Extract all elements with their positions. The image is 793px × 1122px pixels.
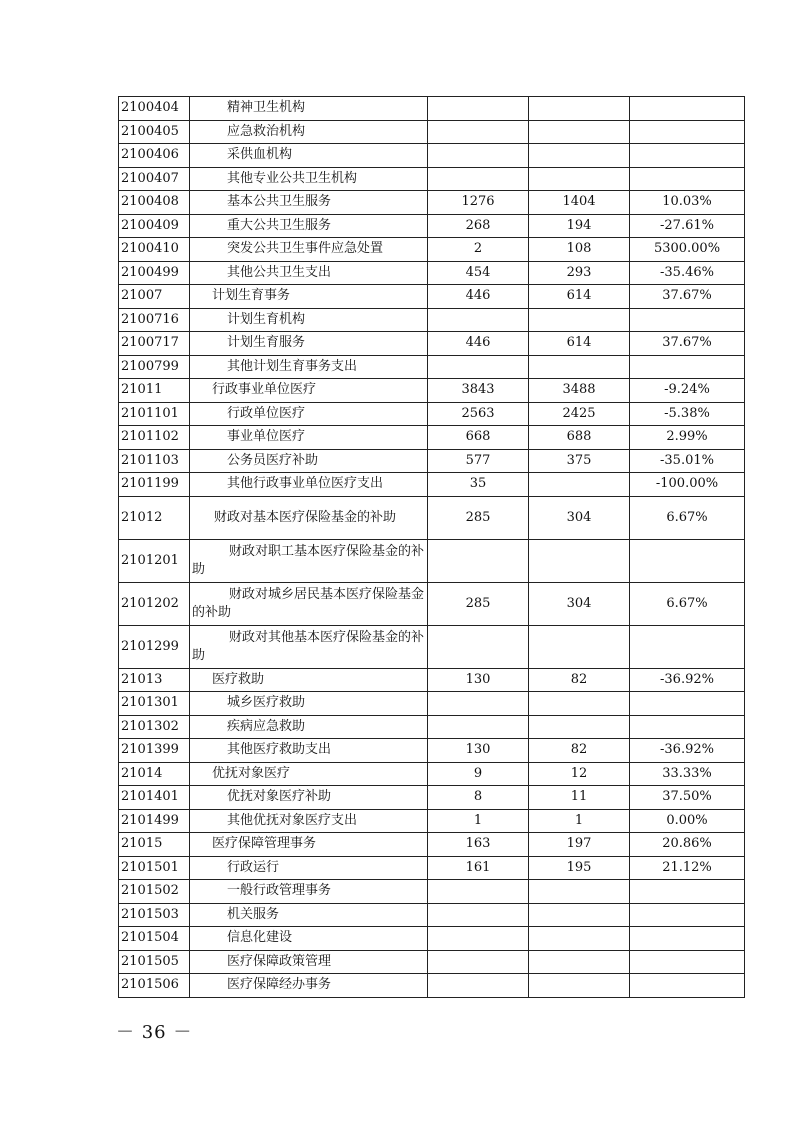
row-name: 医疗救助 bbox=[190, 668, 428, 692]
table-row bbox=[119, 120, 745, 144]
row-change-pct: -35.46% bbox=[630, 261, 745, 285]
table-row bbox=[119, 903, 745, 927]
row-code: 2100409 bbox=[119, 214, 190, 238]
row-code: 2100799 bbox=[119, 355, 190, 379]
row-code: 21011 bbox=[119, 379, 190, 403]
row-change-pct bbox=[630, 903, 745, 927]
row-name: 其他公共卫生支出 bbox=[190, 261, 428, 285]
row-code: 2100499 bbox=[119, 261, 190, 285]
row-name: 事业单位医疗 bbox=[190, 426, 428, 450]
row-value-1: 35 bbox=[428, 473, 529, 497]
table-row bbox=[119, 833, 745, 857]
row-value-1 bbox=[428, 120, 529, 144]
row-change-pct: -100.00% bbox=[630, 473, 745, 497]
row-code: 2100410 bbox=[119, 238, 190, 262]
row-value-2: 3488 bbox=[529, 379, 630, 403]
row-name: 优抚对象医疗补助 bbox=[190, 786, 428, 810]
row-change-pct: -36.92% bbox=[630, 739, 745, 763]
row-name: 财政对基本医疗保险基金的补助 bbox=[190, 496, 428, 539]
page-number: － 36 － bbox=[116, 1022, 193, 1043]
row-value-1: 268 bbox=[428, 214, 529, 238]
row-change-pct: 6.67% bbox=[630, 496, 745, 539]
row-value-1 bbox=[428, 950, 529, 974]
row-name: 医疗保障管理事务 bbox=[190, 833, 428, 857]
row-change-pct bbox=[630, 715, 745, 739]
row-name: 疾病应急救助 bbox=[190, 715, 428, 739]
row-code: 2101299 bbox=[119, 625, 190, 668]
row-name: 行政运行 bbox=[190, 856, 428, 880]
row-name: 应急救治机构 bbox=[190, 120, 428, 144]
row-value-2 bbox=[529, 692, 630, 716]
table-row bbox=[119, 625, 745, 668]
row-value-1 bbox=[428, 715, 529, 739]
row-value-2: 1404 bbox=[529, 191, 630, 215]
row-name: 计划生育事务 bbox=[190, 285, 428, 309]
table-row bbox=[119, 261, 745, 285]
table-row bbox=[119, 880, 745, 904]
row-code: 2100717 bbox=[119, 332, 190, 356]
table-row bbox=[119, 473, 745, 497]
table-row bbox=[119, 809, 745, 833]
row-name: 计划生育机构 bbox=[190, 308, 428, 332]
table-row bbox=[119, 379, 745, 403]
row-change-pct: 21.12% bbox=[630, 856, 745, 880]
table-row bbox=[119, 144, 745, 168]
row-name: 基本公共卫生服务 bbox=[190, 191, 428, 215]
row-value-1: 2 bbox=[428, 238, 529, 262]
row-value-2: 108 bbox=[529, 238, 630, 262]
row-code: 2100716 bbox=[119, 308, 190, 332]
row-name: 医疗保障经办事务 bbox=[190, 974, 428, 998]
row-value-1 bbox=[428, 974, 529, 998]
row-value-1 bbox=[428, 144, 529, 168]
row-change-pct: 5300.00% bbox=[630, 238, 745, 262]
row-value-1: 8 bbox=[428, 786, 529, 810]
row-code: 2101401 bbox=[119, 786, 190, 810]
row-value-1: 446 bbox=[428, 332, 529, 356]
row-name: 城乡医疗救助 bbox=[190, 692, 428, 716]
row-code: 2101399 bbox=[119, 739, 190, 763]
row-code: 2100404 bbox=[119, 97, 190, 121]
row-code: 2100408 bbox=[119, 191, 190, 215]
row-name: 精神卫生机构 bbox=[190, 97, 428, 121]
row-value-1: 9 bbox=[428, 762, 529, 786]
row-value-2 bbox=[529, 473, 630, 497]
row-value-2 bbox=[529, 97, 630, 121]
row-change-pct bbox=[630, 355, 745, 379]
row-name: 医疗保障政策管理 bbox=[190, 950, 428, 974]
row-value-1 bbox=[428, 927, 529, 951]
row-code: 2101301 bbox=[119, 692, 190, 716]
row-code: 2101102 bbox=[119, 426, 190, 450]
row-code: 2100407 bbox=[119, 167, 190, 191]
row-value-2: 375 bbox=[529, 449, 630, 473]
row-value-2: 1 bbox=[529, 809, 630, 833]
row-value-2 bbox=[529, 950, 630, 974]
row-name: 其他计划生育事务支出 bbox=[190, 355, 428, 379]
budget-table bbox=[118, 96, 745, 998]
row-value-2: 82 bbox=[529, 668, 630, 692]
row-change-pct: 37.67% bbox=[630, 285, 745, 309]
table-row bbox=[119, 285, 745, 309]
row-change-pct bbox=[630, 950, 745, 974]
table-row bbox=[119, 950, 745, 974]
row-change-pct bbox=[630, 120, 745, 144]
row-code: 2101501 bbox=[119, 856, 190, 880]
row-code: 21012 bbox=[119, 496, 190, 539]
table-row bbox=[119, 214, 745, 238]
row-value-2: 304 bbox=[529, 582, 630, 625]
row-code: 2101202 bbox=[119, 582, 190, 625]
row-value-1: 3843 bbox=[428, 379, 529, 403]
row-code: 2101302 bbox=[119, 715, 190, 739]
table-row bbox=[119, 355, 745, 379]
row-value-2 bbox=[529, 974, 630, 998]
row-value-1: 130 bbox=[428, 668, 529, 692]
row-name: 其他优抚对象医疗支出 bbox=[190, 809, 428, 833]
row-value-2 bbox=[529, 903, 630, 927]
row-value-2 bbox=[529, 144, 630, 168]
row-name: 信息化建设 bbox=[190, 927, 428, 951]
table-row bbox=[119, 692, 745, 716]
row-value-1 bbox=[428, 903, 529, 927]
row-value-1 bbox=[428, 692, 529, 716]
table-row bbox=[119, 974, 745, 998]
table-row bbox=[119, 449, 745, 473]
row-value-2: 194 bbox=[529, 214, 630, 238]
row-code: 2100406 bbox=[119, 144, 190, 168]
row-change-pct bbox=[630, 539, 745, 582]
row-value-1: 454 bbox=[428, 261, 529, 285]
row-value-2 bbox=[529, 167, 630, 191]
row-value-2 bbox=[529, 308, 630, 332]
table-row bbox=[119, 927, 745, 951]
row-code: 21015 bbox=[119, 833, 190, 857]
row-code: 21013 bbox=[119, 668, 190, 692]
row-code: 2101499 bbox=[119, 809, 190, 833]
row-value-1: 285 bbox=[428, 496, 529, 539]
table-row bbox=[119, 762, 745, 786]
row-value-1 bbox=[428, 97, 529, 121]
row-change-pct bbox=[630, 692, 745, 716]
row-change-pct bbox=[630, 167, 745, 191]
row-code: 2101505 bbox=[119, 950, 190, 974]
row-value-1 bbox=[428, 625, 529, 668]
row-code: 2101504 bbox=[119, 927, 190, 951]
row-change-pct bbox=[630, 144, 745, 168]
row-name: 机关服务 bbox=[190, 903, 428, 927]
row-name: 其他行政事业单位医疗支出 bbox=[190, 473, 428, 497]
row-name: 行政事业单位医疗 bbox=[190, 379, 428, 403]
table-row bbox=[119, 426, 745, 450]
row-code: 21007 bbox=[119, 285, 190, 309]
row-value-2: 304 bbox=[529, 496, 630, 539]
row-value-2: 293 bbox=[529, 261, 630, 285]
row-value-2 bbox=[529, 120, 630, 144]
row-value-2: 12 bbox=[529, 762, 630, 786]
row-change-pct: 2.99% bbox=[630, 426, 745, 450]
row-change-pct: 33.33% bbox=[630, 762, 745, 786]
row-code: 2101199 bbox=[119, 473, 190, 497]
row-name: 行政单位医疗 bbox=[190, 402, 428, 426]
row-value-2: 195 bbox=[529, 856, 630, 880]
table-row bbox=[119, 238, 745, 262]
table-row bbox=[119, 97, 745, 121]
row-value-2: 614 bbox=[529, 285, 630, 309]
row-value-1: 285 bbox=[428, 582, 529, 625]
row-code: 2101201 bbox=[119, 539, 190, 582]
row-name: 财政对职工基本医疗保险基金的补助 bbox=[190, 539, 428, 582]
row-value-2: 11 bbox=[529, 786, 630, 810]
row-value-2 bbox=[529, 539, 630, 582]
row-change-pct: 20.86% bbox=[630, 833, 745, 857]
row-code: 2101506 bbox=[119, 974, 190, 998]
row-change-pct: 6.67% bbox=[630, 582, 745, 625]
table-row bbox=[119, 668, 745, 692]
table-body bbox=[119, 97, 745, 998]
row-change-pct bbox=[630, 880, 745, 904]
table-row bbox=[119, 539, 745, 582]
row-value-2: 197 bbox=[529, 833, 630, 857]
row-name: 采供血机构 bbox=[190, 144, 428, 168]
row-change-pct: -35.01% bbox=[630, 449, 745, 473]
row-value-1: 2563 bbox=[428, 402, 529, 426]
row-value-1: 161 bbox=[428, 856, 529, 880]
row-change-pct: 0.00% bbox=[630, 809, 745, 833]
row-value-1: 668 bbox=[428, 426, 529, 450]
table-row bbox=[119, 191, 745, 215]
row-value-1: 577 bbox=[428, 449, 529, 473]
table-row bbox=[119, 308, 745, 332]
row-change-pct: -36.92% bbox=[630, 668, 745, 692]
row-change-pct: -5.38% bbox=[630, 402, 745, 426]
row-value-1: 1276 bbox=[428, 191, 529, 215]
row-change-pct: 37.50% bbox=[630, 786, 745, 810]
row-change-pct bbox=[630, 927, 745, 951]
table-row bbox=[119, 402, 745, 426]
table-row bbox=[119, 739, 745, 763]
row-value-1 bbox=[428, 539, 529, 582]
table-row bbox=[119, 167, 745, 191]
row-value-2: 614 bbox=[529, 332, 630, 356]
row-value-2 bbox=[529, 927, 630, 951]
row-change-pct bbox=[630, 308, 745, 332]
row-value-2: 688 bbox=[529, 426, 630, 450]
row-value-2: 2425 bbox=[529, 402, 630, 426]
row-value-2: 82 bbox=[529, 739, 630, 763]
table-row bbox=[119, 582, 745, 625]
row-change-pct: -9.24% bbox=[630, 379, 745, 403]
row-name: 重大公共卫生服务 bbox=[190, 214, 428, 238]
table-row bbox=[119, 856, 745, 880]
row-name: 突发公共卫生事件应急处置 bbox=[190, 238, 428, 262]
row-code: 21014 bbox=[119, 762, 190, 786]
row-name: 优抚对象医疗 bbox=[190, 762, 428, 786]
row-value-1 bbox=[428, 167, 529, 191]
row-value-1 bbox=[428, 880, 529, 904]
row-value-2 bbox=[529, 715, 630, 739]
table-row bbox=[119, 332, 745, 356]
row-value-1: 446 bbox=[428, 285, 529, 309]
row-value-1 bbox=[428, 308, 529, 332]
row-value-1: 1 bbox=[428, 809, 529, 833]
row-name: 公务员医疗补助 bbox=[190, 449, 428, 473]
table-row bbox=[119, 496, 745, 539]
row-value-2 bbox=[529, 355, 630, 379]
row-code: 2101103 bbox=[119, 449, 190, 473]
row-name: 其他专业公共卫生机构 bbox=[190, 167, 428, 191]
row-name: 一般行政管理事务 bbox=[190, 880, 428, 904]
row-value-2 bbox=[529, 625, 630, 668]
row-change-pct bbox=[630, 97, 745, 121]
row-value-1 bbox=[428, 355, 529, 379]
row-code: 2101503 bbox=[119, 903, 190, 927]
row-change-pct bbox=[630, 974, 745, 998]
row-name: 财政对其他基本医疗保险基金的补助 bbox=[190, 625, 428, 668]
row-value-1: 163 bbox=[428, 833, 529, 857]
row-change-pct: 37.67% bbox=[630, 332, 745, 356]
row-change-pct bbox=[630, 625, 745, 668]
row-code: 2101101 bbox=[119, 402, 190, 426]
row-name: 财政对城乡居民基本医疗保险基金的补助 bbox=[190, 582, 428, 625]
row-change-pct: 10.03% bbox=[630, 191, 745, 215]
row-value-2 bbox=[529, 880, 630, 904]
row-code: 2101502 bbox=[119, 880, 190, 904]
row-value-1: 130 bbox=[428, 739, 529, 763]
row-change-pct: -27.61% bbox=[630, 214, 745, 238]
table-row bbox=[119, 786, 745, 810]
row-name: 计划生育服务 bbox=[190, 332, 428, 356]
row-name: 其他医疗救助支出 bbox=[190, 739, 428, 763]
table-row bbox=[119, 715, 745, 739]
row-code: 2100405 bbox=[119, 120, 190, 144]
